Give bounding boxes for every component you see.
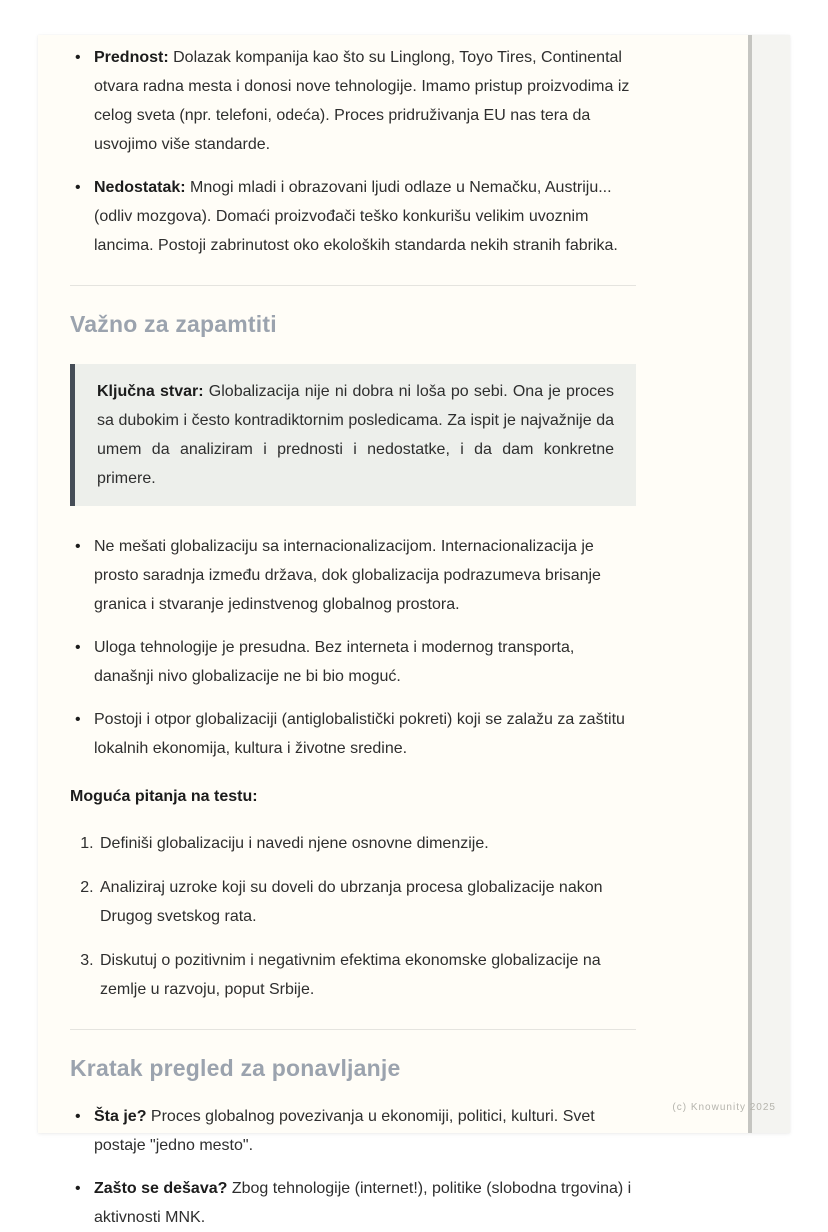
list-item-nedostatak (70, 173, 636, 260)
section-title-review: Kratak pregled za ponavljanje (70, 1055, 401, 1081)
questions-heading: Moguća pitanja na testu: (70, 788, 258, 805)
section-divider (70, 285, 636, 286)
callout-label: Ključna stvar: (97, 383, 204, 400)
bullet-text: Proces globalnog povezivanja u ekonomiji, politici, kulturi. Svet postaje "jedno mesto". (94, 1108, 595, 1154)
question-item: 1. Definiši globalizaciju i navedi njene osnovne dimenzije. (98, 829, 636, 858)
section-title-important: Važno za zapamtiti (70, 311, 277, 337)
key-point-callout (70, 364, 636, 506)
callout-text: Globalizacija nije ni dobra ni loša po sebi. Ona je proces sa dubokim i često kontradiktornim posledicama. Za ispit je najvažnije da umem da analiziram i prednosti i nedostatke, i da dam konkretne primere. (97, 383, 615, 487)
list-item (70, 633, 636, 691)
questions-list (70, 829, 636, 1004)
copyright-watermark: (c) Knowunity 2025 (672, 1102, 776, 1113)
bullet-label: Nedostatak: (94, 179, 186, 196)
bullet-text: Dolazak kompanija kao što su Linglong, Toyo Tires, Continental otvara radna mesta i donosi nove tehnologije. Imamo pristup proizvodima iz celog sveta (npr. telefoni, odeća). Proces pridruživanja EU nas tera da usvojimo više standarde. (94, 49, 630, 153)
question-item: 2. Analiziraj uzroke koji su doveli do ubrzanja procesa globalizacije nakon Drugog svetskog rata. (98, 873, 636, 931)
bullet-text: Zbog tehnologije (internet!), politike (slobodna trgovina) i aktivnosti MNK. (94, 1180, 632, 1226)
list-item (70, 532, 636, 619)
bullet-label: Prednost: (94, 49, 169, 66)
bullet-text: Postoji i otpor globalizaciji (antiglobalistički pokreti) koji se zalažu za zaštitu lokalnih ekonomija, kultura i životne sredine. (94, 711, 625, 757)
bullet-text: Uloga tehnologije je presudna. Bez interneta i modernog transporta, današnji nivo globalizacije ne bi bio moguć. (94, 639, 575, 685)
list-item-prednost (70, 43, 636, 159)
bullet-text: Ne mešati globalizaciju sa internacionalizacijom. Internacionalizacija je prosto saradnja između država, dok globalizacija podrazumeva brisanje granica i stvaranje jedinstvenog globalnog prostora. (94, 538, 601, 613)
bullet-label: Šta je? (94, 1108, 147, 1125)
section-divider (70, 1029, 636, 1030)
list-item-sta-je (70, 1102, 636, 1160)
bullet-text: Mnogi mladi i obrazovani ljudi odlaze u Nemačku, Austriju... (odliv mozgova). Domaći proizvođači teško konkurišu velikim uvoznim lancima. Postoji zabrinutost oko ekoloških standarda nekih stranih fabrika. (94, 179, 618, 254)
question-item: 3. Diskutuj o pozitivnim i negativnim efektima ekonomske globalizacije na zemlje u razvoju, poput Srbije. (98, 946, 636, 1004)
list-item-zasto (70, 1174, 636, 1232)
callout-paragraph (97, 377, 614, 493)
document-page (38, 35, 790, 1226)
notes-list (70, 532, 636, 763)
page-content (38, 35, 790, 1232)
bullet-label: Zašto se dešava? (94, 1180, 228, 1197)
review-list (70, 1102, 636, 1232)
list-item (70, 705, 636, 763)
pros-cons-list (70, 43, 636, 260)
